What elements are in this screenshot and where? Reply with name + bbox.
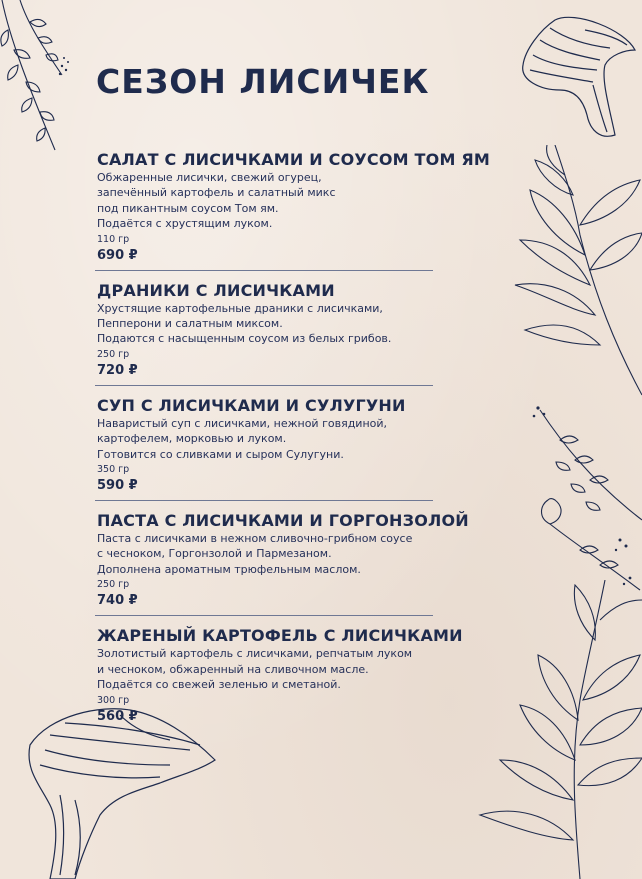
flower-sprig-icon [530, 400, 642, 610]
dish-weight: 250 гр [97, 348, 130, 360]
menu-item [97, 626, 463, 725]
dish-weight: 250 гр [97, 579, 130, 591]
herb-sprig-icon [0, 0, 80, 160]
menu-item [97, 150, 491, 271]
dish-name: СУП С ЛИСИЧКАМИ И СУЛУГУНИ [97, 395, 406, 415]
divider [95, 270, 433, 271]
page-title: СЕЗОН ЛИСИЧЕК [96, 62, 430, 101]
dish-price: 560 ₽ [97, 708, 138, 724]
divider [95, 385, 433, 386]
dish-name: САЛАТ С ЛИСИЧКАМИ И СОУСОМ ТОМ ЯМ [97, 150, 491, 169]
dish-name: ДРАНИКИ С ЛИСИЧКАМИ [97, 280, 335, 300]
dish-description: Наваристый суп с лисичками, нежной говядиной, картофелем, морковью и луком. Готовится со сливками и сыром Сулугуни. [97, 416, 388, 461]
dish-weight: 350 гр [97, 464, 130, 476]
chanterelle-mushroom-icon [20, 705, 230, 879]
dish-description: Золотистый картофель с лисичками, репчатым луком и чесноком, обжаренный на сливочном масле. Подаётся со свежей зеленью и сметаной. [97, 647, 413, 692]
dish-price: 590 ₽ [97, 478, 138, 494]
dish-description: Обжаренные лисички, свежий огурец, запечённый картофель и салатный микс под пикантным соусом Том ям. Подаётся с хрустящим луком. [97, 171, 336, 231]
menu-item [97, 511, 469, 616]
dish-name: ЖАРЕНЫЙ КАРТОФЕЛЬ С ЛИСИЧКАМИ [97, 626, 463, 646]
dish-description: Хрустящие картофельные драники с лисичками, Пепперони и салатным миксом. Подаются с насыщенным соусом из белых грибов. [97, 301, 392, 346]
leaf-branch-icon [460, 580, 642, 879]
menu-list [97, 150, 491, 726]
dish-name: ПАСТА С ЛИСИЧКАМИ И ГОРГОНЗОЛОЙ [97, 511, 469, 531]
menu-item [97, 281, 442, 386]
chanterelle-mushroom-icon [515, 10, 642, 150]
dish-price: 740 ₽ [97, 593, 138, 609]
dish-description: Паста с лисичками в нежном сливочно-грибном соусе с чесноком, Горгонзолой и Пармезаном. Дополнена ароматным трюфельным маслом. [97, 532, 413, 576]
dish-price: 690 ₽ [97, 247, 138, 263]
divider [95, 615, 433, 616]
menu-item [97, 396, 442, 501]
divider [95, 500, 433, 501]
dish-weight: 300 гр [97, 694, 130, 706]
leaf-branch-icon [495, 145, 642, 405]
dish-price: 720 ₽ [97, 362, 138, 378]
dish-weight: 110 гр [97, 233, 130, 245]
